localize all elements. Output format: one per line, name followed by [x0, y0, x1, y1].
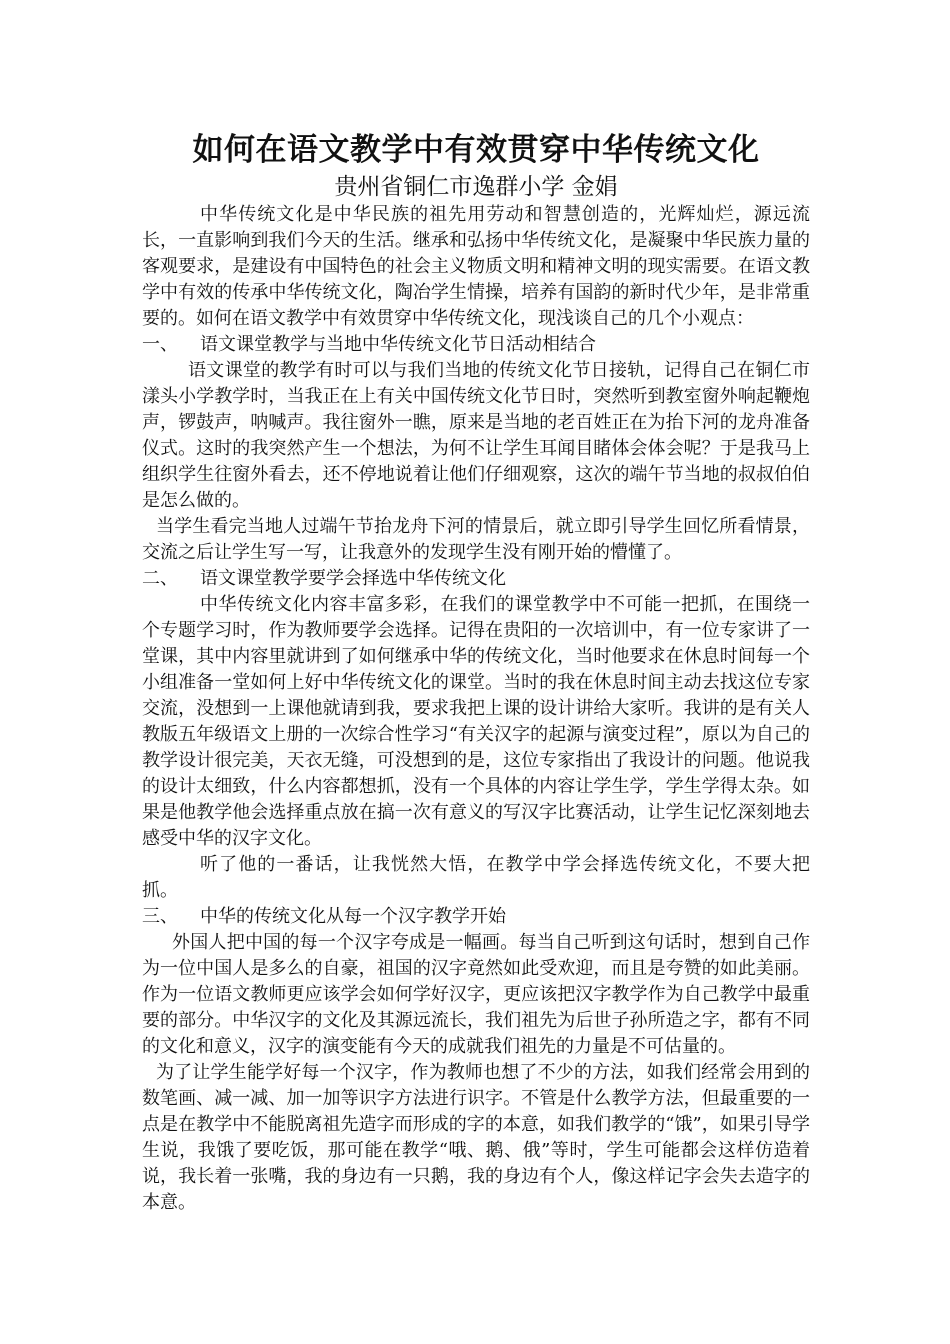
- section-heading-3: [142, 904, 810, 930]
- section-title: 语文课堂教学与当地中华传统文化节日活动相结合: [200, 334, 596, 355]
- section-title: 中华的传统文化从每一个汉字教学开始: [200, 906, 506, 927]
- body-paragraph: 语文课堂的教学有时可以与我们当地的传统文化节日接轨，记得自己在铜仁市漾头小学教学时，当我正在上有关中国传统文化节日时，突然听到教室窗外响起鞭炮声，锣鼓声，呐喊声。我往窗外一瞧，原来是当地的老百姓正在为抬下河的龙舟准备仪式。这时的我突然产生一个想法，为何不让学生耳闻目睹体会体会呢？于是我马上组织学生往窗外看去，还不停地说着让他们仔细观察，这次的端午节当地的叔叔伯伯是怎么做的。: [142, 360, 810, 511]
- section-number: 三、: [142, 906, 178, 927]
- section-number: 一、: [142, 334, 178, 355]
- author-line: 贵州省铜仁市逸群小学 金娟: [334, 174, 618, 200]
- section-number: 二、: [142, 568, 178, 589]
- section-title: 语文课堂教学要学会择选中华传统文化: [200, 568, 506, 589]
- body-paragraph: 听了他的一番话，让我恍然大悟，在教学中学会择选传统文化，不要大把抓。: [142, 854, 810, 901]
- document-title: 如何在语文教学中有效贯穿中华传统文化: [192, 132, 760, 168]
- body-paragraph: 外国人把中国的每一个汉字夸成是一幅画。每当自己听到这句话时，想到自己作为一位中国人是多么的自豪，祖国的汉字竟然如此受欢迎，而且是夸赞的如此美丽。作为一位语文教师更应该学会如何学好汉字，更应该把汉字教学作为自己教学中最重要的部分。中华汉字的文化及其源远流长，我们祖先为后世子孙所造之字，都有不同的文化和意义，汉字的演变能有今天的成就我们祖先的力量是不可估量的。: [142, 932, 810, 1057]
- body-paragraph: 为了让学生能学好每一个汉字，作为教师也想了不少的方法，如我们经常会用到的数笔画、减一减、加一加等识字方法进行识字。不管是什么教学方法，但最重要的一点是在教学中不能脱离祖先造字而形成的字的本意，如我们教学的“饿”，如果引导学生说，我饿了要吃饭，那可能在教学“哦、鹅、俄”等时，学生可能都会这样仿造着说，我长着一张嘴，我的身边有一只鹅，我的身边有个人，像这样记字会失去造字的本意。: [142, 1062, 810, 1213]
- document-page: [142, 130, 810, 1216]
- body-paragraph: 当学生看完当地人过端午节抬龙舟下河的情景后，就立即引导学生回忆所看情景，交流之后让学生写一写，让我意外的发现学生没有刚开始的懵懂了。: [142, 516, 810, 563]
- body-paragraph: 中华传统文化内容丰富多彩，在我们的课堂教学中不可能一把抓，在围绕一个专题学习时，作为教师要学会选择。记得在贵阳的一次培训中，有一位专家讲了一堂课，其中内容里就讲到了如何继承中华的传统文化，当时他要求在休息时间每一个小组准备一堂如何上好中华传统文化的课堂。当时的我在休息时间主动去找这位专家交流，没想到一上课他就请到我，要求我把上课的设计讲给大家听。我讲的是有关人教版五年级语文上册的一次综合性学习“有关汉字的起源与演变过程”，原以为自己的教学设计很完美，天衣无缝，可没想到的是，这位专家指出了我设计的问题。他说我的设计太细致，什么内容都想抓，没有一个具体的内容让学生学，学生学得太杂。如果是他教学他会选择重点放在搞一次有意义的写汉字比赛活动，让学生记忆深刻地去感受中华的汉字文化。: [142, 594, 810, 849]
- section-heading-1: [142, 332, 810, 358]
- intro-paragraph: 中华传统文化是中华民族的祖先用劳动和智慧创造的，光辉灿烂，源远流长，一直影响到我们今天的生活。继承和弘扬中华传统文化，是凝聚中华民族力量的客观要求，是建设有中国特色的社会主义物质文明和精神文明的现实需要。在语文教学中有效的传承中华传统文化，陶冶学生情操，培养有国韵的新时代少年，是非常重要的。如何在语文教学中有效贯穿中华传统文化，现浅谈自己的几个小观点：: [142, 204, 810, 329]
- section-heading-2: [142, 566, 810, 592]
